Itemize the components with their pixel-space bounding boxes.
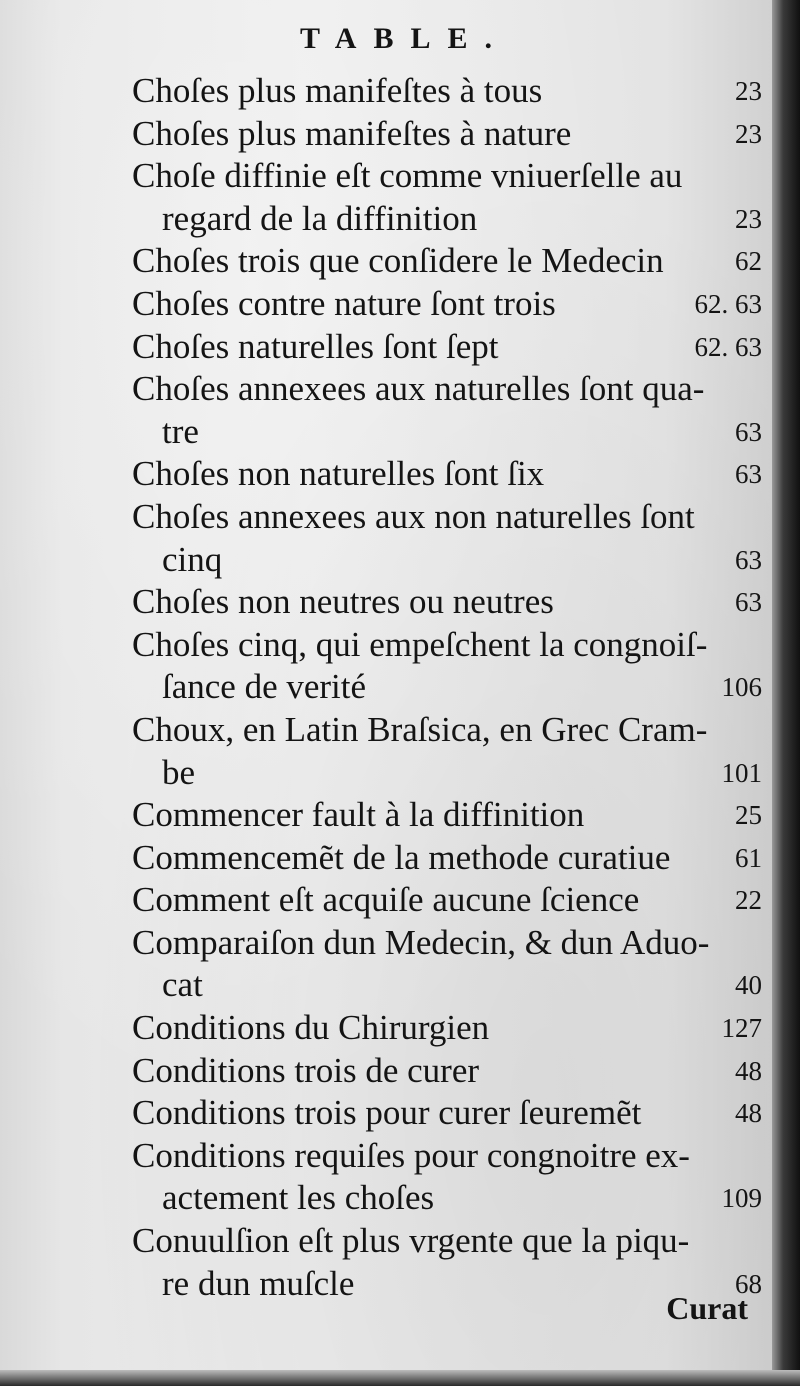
entry-text: Choſes non naturelles ſont ſix <box>132 454 545 494</box>
index-line <box>132 240 762 283</box>
index-line <box>132 113 762 156</box>
page-number: 62. 63 <box>694 288 762 319</box>
index-line <box>132 1050 762 1093</box>
page-bottom-shadow <box>0 1370 800 1386</box>
page-number: 23 <box>735 203 762 234</box>
index-line <box>132 1220 762 1263</box>
index-line <box>132 453 762 496</box>
index-line <box>132 709 762 752</box>
index-line <box>132 326 762 369</box>
page-number: 63 <box>735 459 762 490</box>
entry-text: Comparaiſon dun Medecin, & dun Aduo- <box>132 922 710 962</box>
page-number: 62 <box>735 246 762 277</box>
index-line <box>132 837 762 880</box>
page-number: 22 <box>735 885 762 916</box>
page-number: 40 <box>735 970 762 1001</box>
index-line <box>132 624 762 667</box>
index-line <box>132 368 762 411</box>
entry-text: Choſe diffinie eſt comme vniuerſelle au <box>132 156 683 196</box>
index-line <box>132 1135 762 1178</box>
page-number: 63 <box>735 544 762 575</box>
entry-text: Choſes contre nature ſont trois <box>132 283 556 323</box>
entry-text: Choſes trois que conſidere le Medecin <box>132 241 664 281</box>
index-line <box>132 879 762 922</box>
index-line <box>132 794 762 837</box>
entry-text: Choſes naturelles ſont ſept <box>132 326 499 366</box>
entry-text: Conditions requiſes pour congnoitre ex- <box>132 1135 690 1175</box>
index-line <box>132 155 762 198</box>
entry-text: Conditions du Chirurgien <box>132 1008 490 1048</box>
index-line-continuation <box>132 198 762 241</box>
index-entries <box>132 70 762 1305</box>
page-number: 63 <box>735 416 762 447</box>
index-line-continuation <box>132 666 762 709</box>
entry-text: Commencemẽt de la methode curatiue <box>132 837 671 877</box>
index-line-continuation <box>132 539 762 582</box>
entry-text: Choſes non neutres ou neutres <box>132 582 554 622</box>
index-line-continuation <box>132 411 762 454</box>
page-number: 23 <box>735 118 762 149</box>
index-line <box>132 70 762 113</box>
index-line-continuation <box>132 1177 762 1220</box>
catchword: Curat <box>666 1290 748 1326</box>
entry-text: Choſes annexees aux non naturelles ſont <box>132 496 695 536</box>
entry-text: Conditions trois de curer <box>132 1050 480 1090</box>
index-line <box>132 283 762 326</box>
page-number: 62. 63 <box>694 331 762 362</box>
page-number: 127 <box>721 1013 762 1044</box>
entry-text: cinq <box>162 539 223 579</box>
entry-text: be <box>162 752 196 792</box>
index-line-continuation <box>132 964 762 1007</box>
entry-text: actement les choſes <box>162 1178 435 1218</box>
page-number: 106 <box>721 672 762 703</box>
index-line-continuation <box>132 752 762 795</box>
entry-text: re dun muſcle <box>162 1263 355 1303</box>
entry-text: cat <box>162 965 203 1005</box>
index-line <box>132 1092 762 1135</box>
entry-text: Choſes plus manifeſtes à tous <box>132 71 543 110</box>
entry-text: Conditions trois pour curer ſeuremẽt <box>132 1093 642 1133</box>
page-number: 101 <box>721 757 762 788</box>
entry-text: Choſes annexees aux naturelles ſont qua- <box>132 369 705 409</box>
page-number: 68 <box>735 1268 762 1299</box>
index-line <box>132 922 762 965</box>
entry-text: Commencer fault à la diffinition <box>132 795 585 835</box>
entry-text: tre <box>162 411 199 451</box>
page-number: 23 <box>735 76 762 106</box>
page-number: 61 <box>735 842 762 873</box>
page-number: 48 <box>735 1098 762 1129</box>
entry-text: Conuulſion eſt plus vrgente que la piqu- <box>132 1221 690 1261</box>
page-edge-shadow <box>772 0 800 1386</box>
entry-text: ſance de verité <box>162 667 367 707</box>
index-line <box>132 1007 762 1050</box>
running-head: TABLE. <box>300 22 509 55</box>
entry-text: Choſes plus manifeſtes à nature <box>132 113 572 153</box>
entry-text: Comment eſt acquiſe aucune ſcience <box>132 880 640 920</box>
page-number: 109 <box>721 1183 762 1214</box>
entry-text: Choſes cinq, qui empeſchent la congnoiſ- <box>132 624 708 664</box>
entry-text: regard de la diffinition <box>162 198 478 238</box>
entry-text: Choux, en Latin Braſsica, en Grec Cram- <box>132 709 708 749</box>
index-line <box>132 496 762 539</box>
page-number: 63 <box>735 587 762 618</box>
page-number: 25 <box>735 800 762 831</box>
page-number: 48 <box>735 1055 762 1086</box>
index-line <box>132 581 762 624</box>
